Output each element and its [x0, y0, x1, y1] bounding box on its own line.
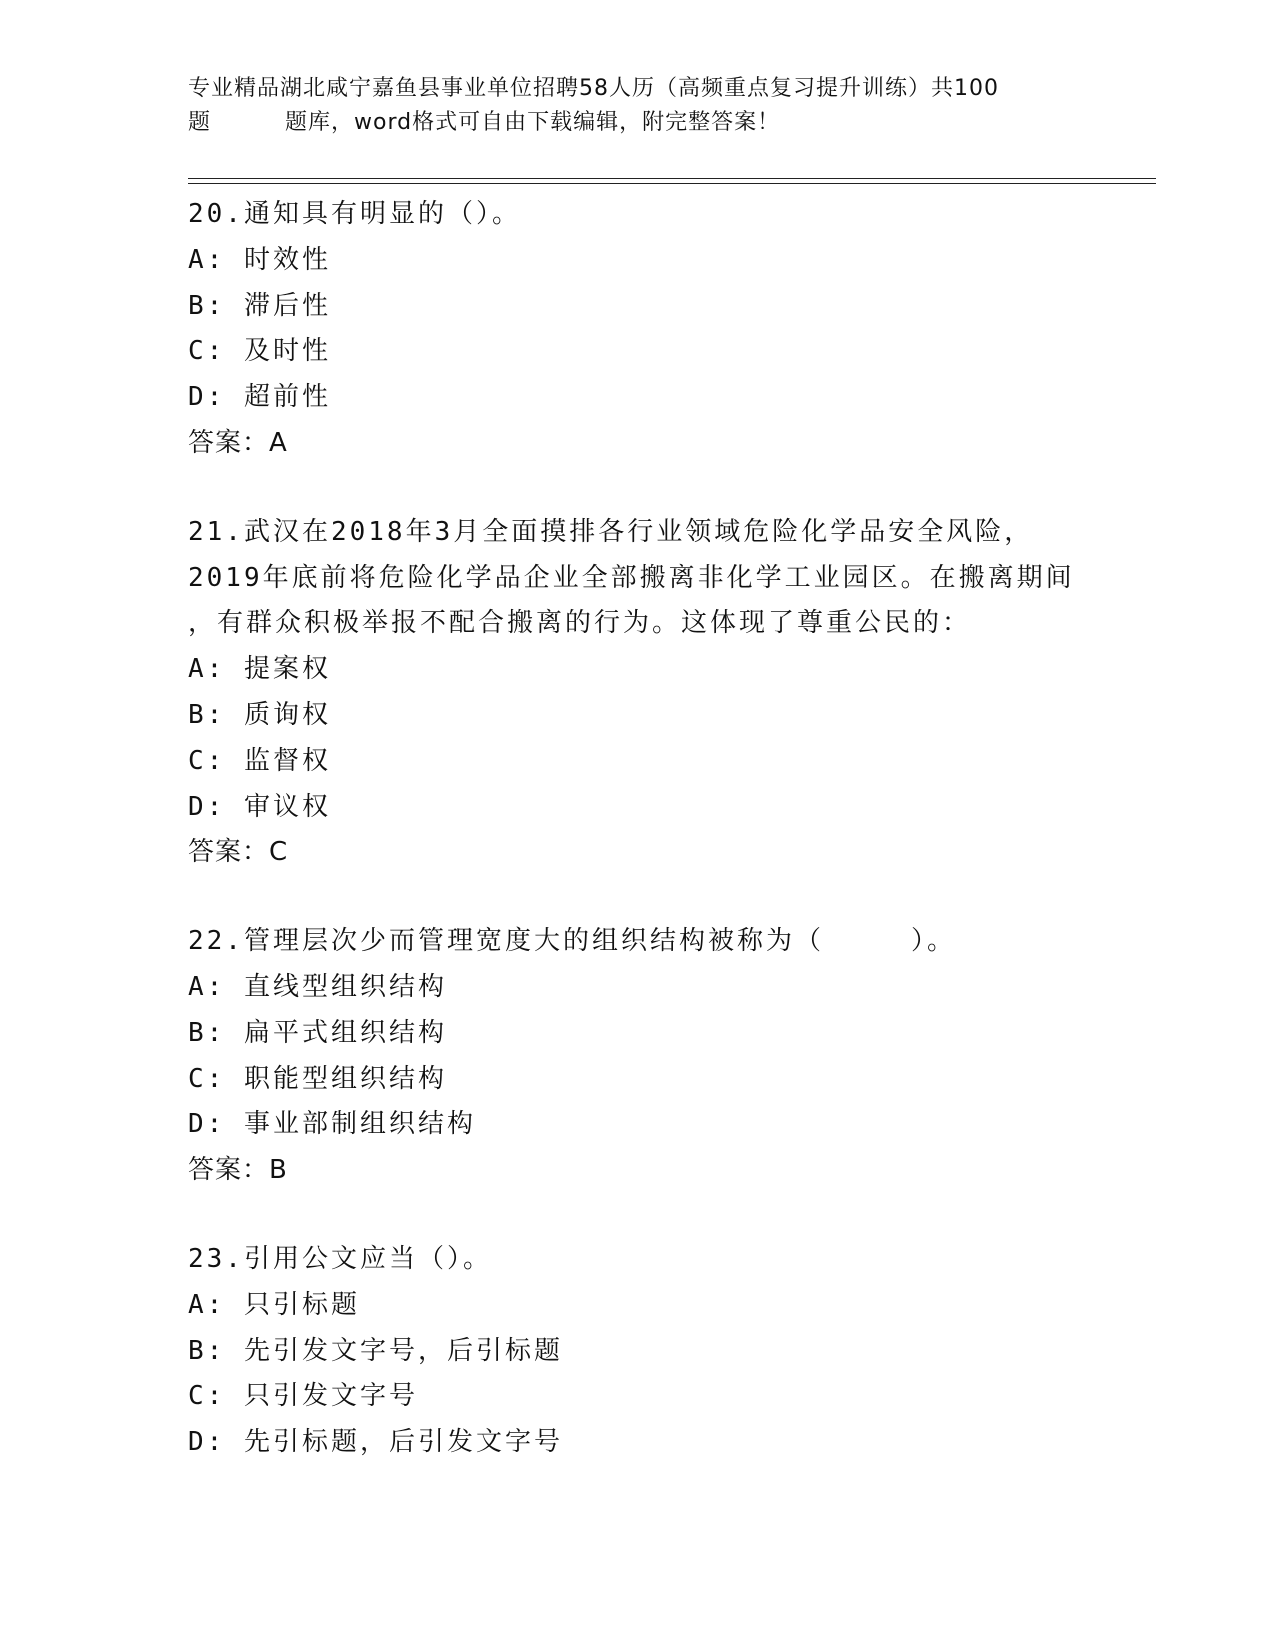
- option-d: D: 先引标题，后引发文字号: [188, 1427, 563, 1458]
- header-line-2-rest: 题库，word格式可自由下载编辑，附完整答案！: [285, 110, 781, 135]
- option-a: A: 直线型组织结构: [188, 971, 447, 1002]
- question-text-line-2: 2019年底前将危险化学品企业全部搬离非化学工业园区。在搬离期间: [188, 562, 1075, 593]
- question-22: [188, 919, 1088, 1194]
- question-text-line-3: ，有群众积极举报不配合搬离的行为。这体现了尊重公民的：: [188, 608, 972, 639]
- header-divider-bottom: [188, 183, 1156, 184]
- question-23: [188, 1237, 1088, 1466]
- option-a: A: 时效性: [188, 244, 331, 275]
- option-b: B: 扁平式组织结构: [188, 1017, 447, 1048]
- header-line-1: 专业精品湖北咸宁嘉鱼县事业单位招聘58人历（高频重点复习提升训练）共100: [188, 76, 999, 101]
- option-b: B: 质询权: [188, 699, 331, 730]
- option-a: A: 提案权: [188, 654, 331, 685]
- header-line-2-start: 题: [188, 110, 212, 135]
- option-d: D: 审议权: [188, 791, 331, 822]
- option-a: A: 只引标题: [188, 1289, 360, 1320]
- question-text: 20.通知具有明显的（）。: [188, 199, 521, 229]
- option-d: D: 超前性: [188, 382, 331, 413]
- question-list: [188, 192, 1088, 1509]
- answer: 答案：C: [188, 837, 289, 868]
- header-line-2: [188, 106, 1068, 140]
- option-c: C: 职能型组织结构: [188, 1063, 447, 1094]
- answer: 答案：B: [188, 1155, 288, 1186]
- header-divider-top: [188, 178, 1156, 179]
- option-b: B: 先引发文字号，后引标题: [188, 1335, 563, 1366]
- question-20: [188, 192, 1088, 467]
- option-d: D: 事业部制组织结构: [188, 1109, 476, 1140]
- option-b: B: 滞后性: [188, 290, 331, 321]
- option-c: C: 监督权: [188, 745, 331, 776]
- option-c: C: 只引发文字号: [188, 1381, 418, 1412]
- answer: 答案：A: [188, 427, 288, 458]
- question-text: 23.引用公文应当（）。: [188, 1243, 492, 1274]
- document-header: [188, 72, 1068, 140]
- option-c: C: 及时性: [188, 336, 331, 367]
- question-text: 22.管理层次少而管理宽度大的组织结构被称为（ ）。: [188, 926, 956, 957]
- question-21: [188, 510, 1088, 876]
- question-text-line-1: 21.武汉在2018年3月全面摸排各行业领域危险化学品安全风险，: [188, 516, 1034, 547]
